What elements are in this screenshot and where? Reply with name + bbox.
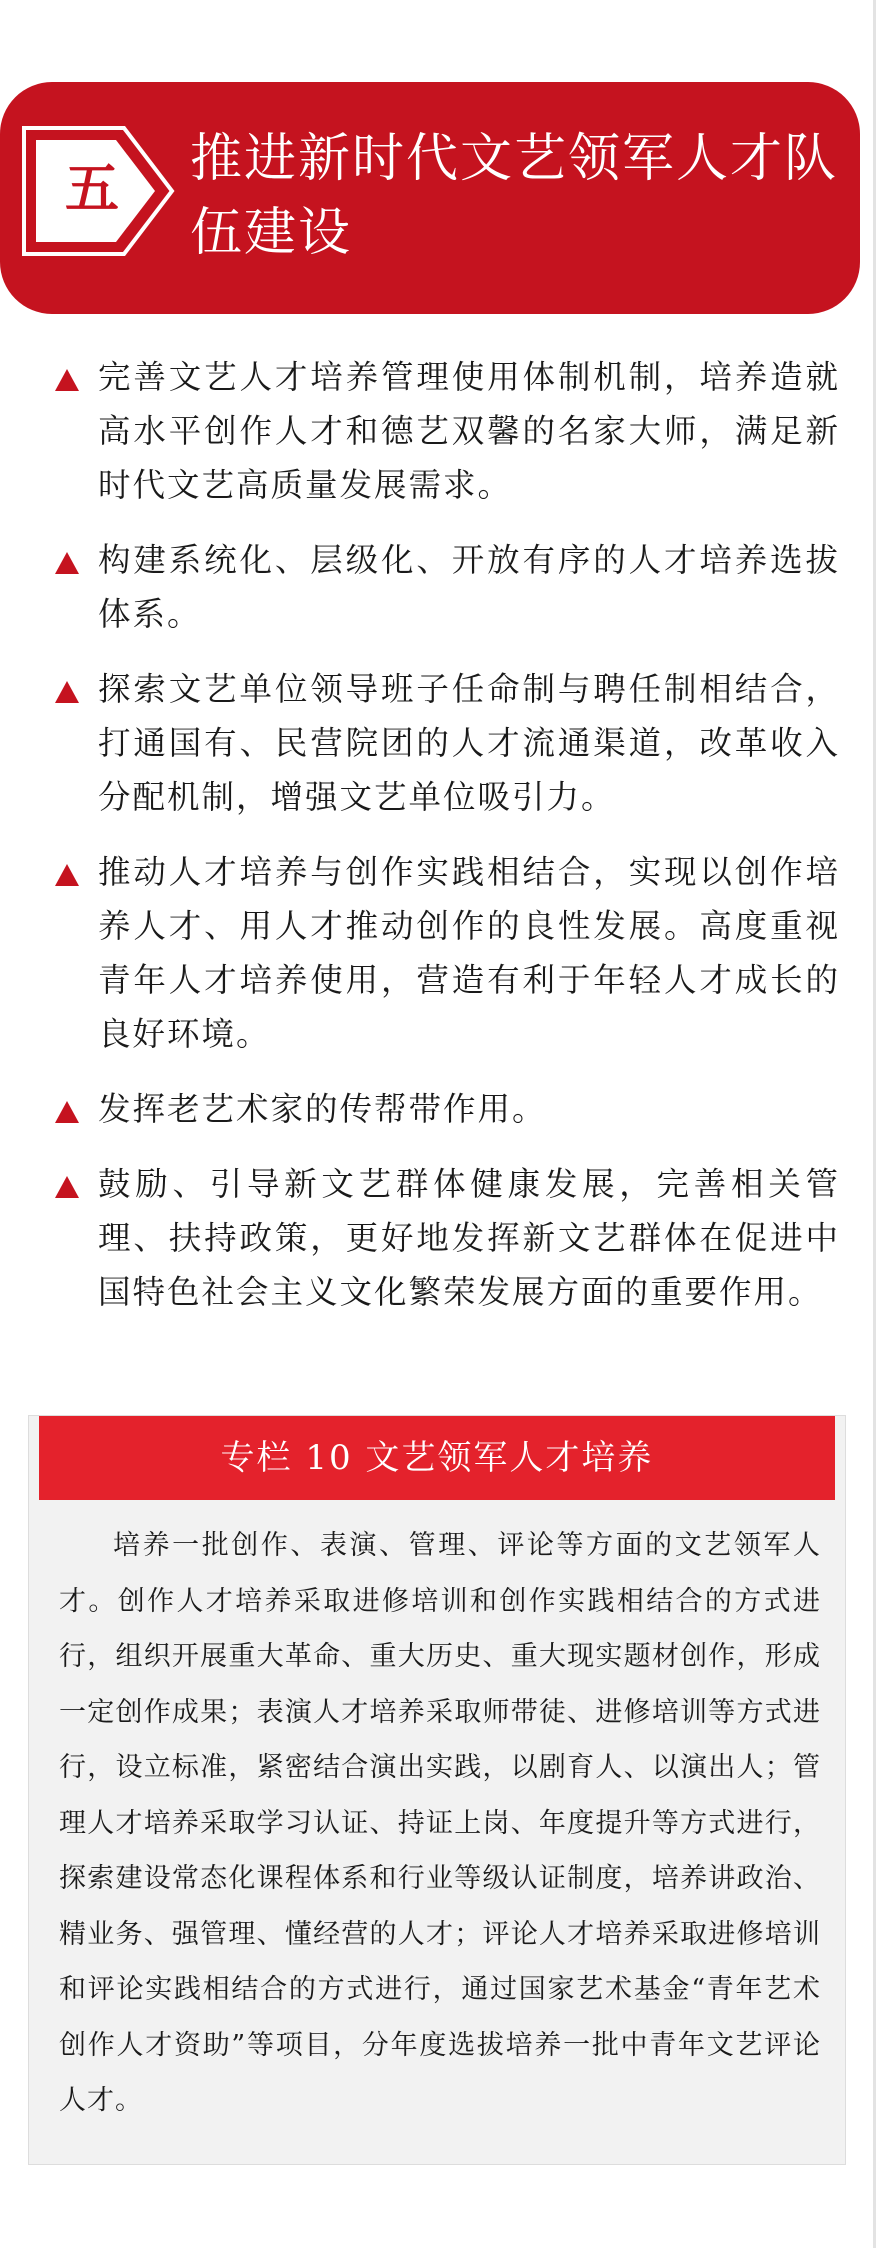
bullet-item <box>0 845 860 1061</box>
bullet-item <box>0 533 860 641</box>
bullet-text: 完善文艺人才培养管理使用体制机制，培养造就高水平创作人才和德艺双馨的名家大师，满足新时代文艺高质量发展需求。 <box>98 358 840 504</box>
bullet-text: 推动人才培养与创作实践相结合，实现以创作培养人才、用人才推动创作的良性发展。高度重视青年人才培养使用，营造有利于年轻人才成长的良好环境。 <box>98 853 840 1053</box>
triangle-bullet-icon <box>55 1176 79 1198</box>
bullet-item <box>0 662 860 824</box>
triangle-bullet-icon <box>55 552 79 574</box>
triangle-bullet-icon <box>55 681 79 703</box>
bullet-text: 鼓励、引导新文艺群体健康发展，完善相关管理、扶持政策，更好地发挥新文艺群体在促进中国特色社会主义文化繁荣发展方面的重要作用。 <box>98 1165 840 1311</box>
bullet-text: 构建系统化、层级化、开放有序的人才培养选拔体系。 <box>98 541 840 633</box>
column-header <box>39 1416 835 1500</box>
column-body: 培养一批创作、表演、管理、评论等方面的文艺领军人才。创作人才培养采取进修培训和创作实践相结合的方式进行，组织开展重大革命、重大历史、重大现实题材创作，形成一定创作成果；表演人才培养采取师带徒、进修培训等方式进行，设立标准，紧密结合演出实践，以剧育人、以演出人；管理人才培养采取学习认证、持证上岗、年度提升等方式进行，探索建设常态化课程体系和行业等级认证制度，培养讲政治、精业务、强管理、懂经营的人才；评论人才培养采取进修培训和评论实践相结合的方式进行，通过国家艺术基金“青年艺术创作人才资助”等项目，分年度选拔培养一批中青年文艺评论人才。 <box>59 1530 821 2116</box>
bullet-text: 探索文艺单位领导班子任命制与聘任制相结合，打通国有、民营院团的人才流通渠道，改革收入分配机制，增强文艺单位吸引力。 <box>98 670 840 816</box>
triangle-bullet-icon <box>55 864 79 886</box>
section-header <box>0 82 860 314</box>
bullet-item <box>0 1157 860 1319</box>
bullet-list <box>0 350 860 1340</box>
section-number: 五 <box>65 156 119 220</box>
section-title: 推进新时代文艺领军人才队伍建设 <box>190 129 839 263</box>
column-title: 专栏 10 文艺领军人才培养 <box>220 1438 654 1478</box>
bullet-item <box>0 1082 860 1136</box>
bullet-text: 发挥老艺术家的传帮带作用。 <box>98 1090 547 1128</box>
triangle-bullet-icon <box>55 369 79 391</box>
bullet-item <box>0 350 860 512</box>
section-number-plate <box>18 126 176 256</box>
triangle-bullet-icon <box>55 1101 79 1123</box>
column-box <box>28 1415 846 2165</box>
